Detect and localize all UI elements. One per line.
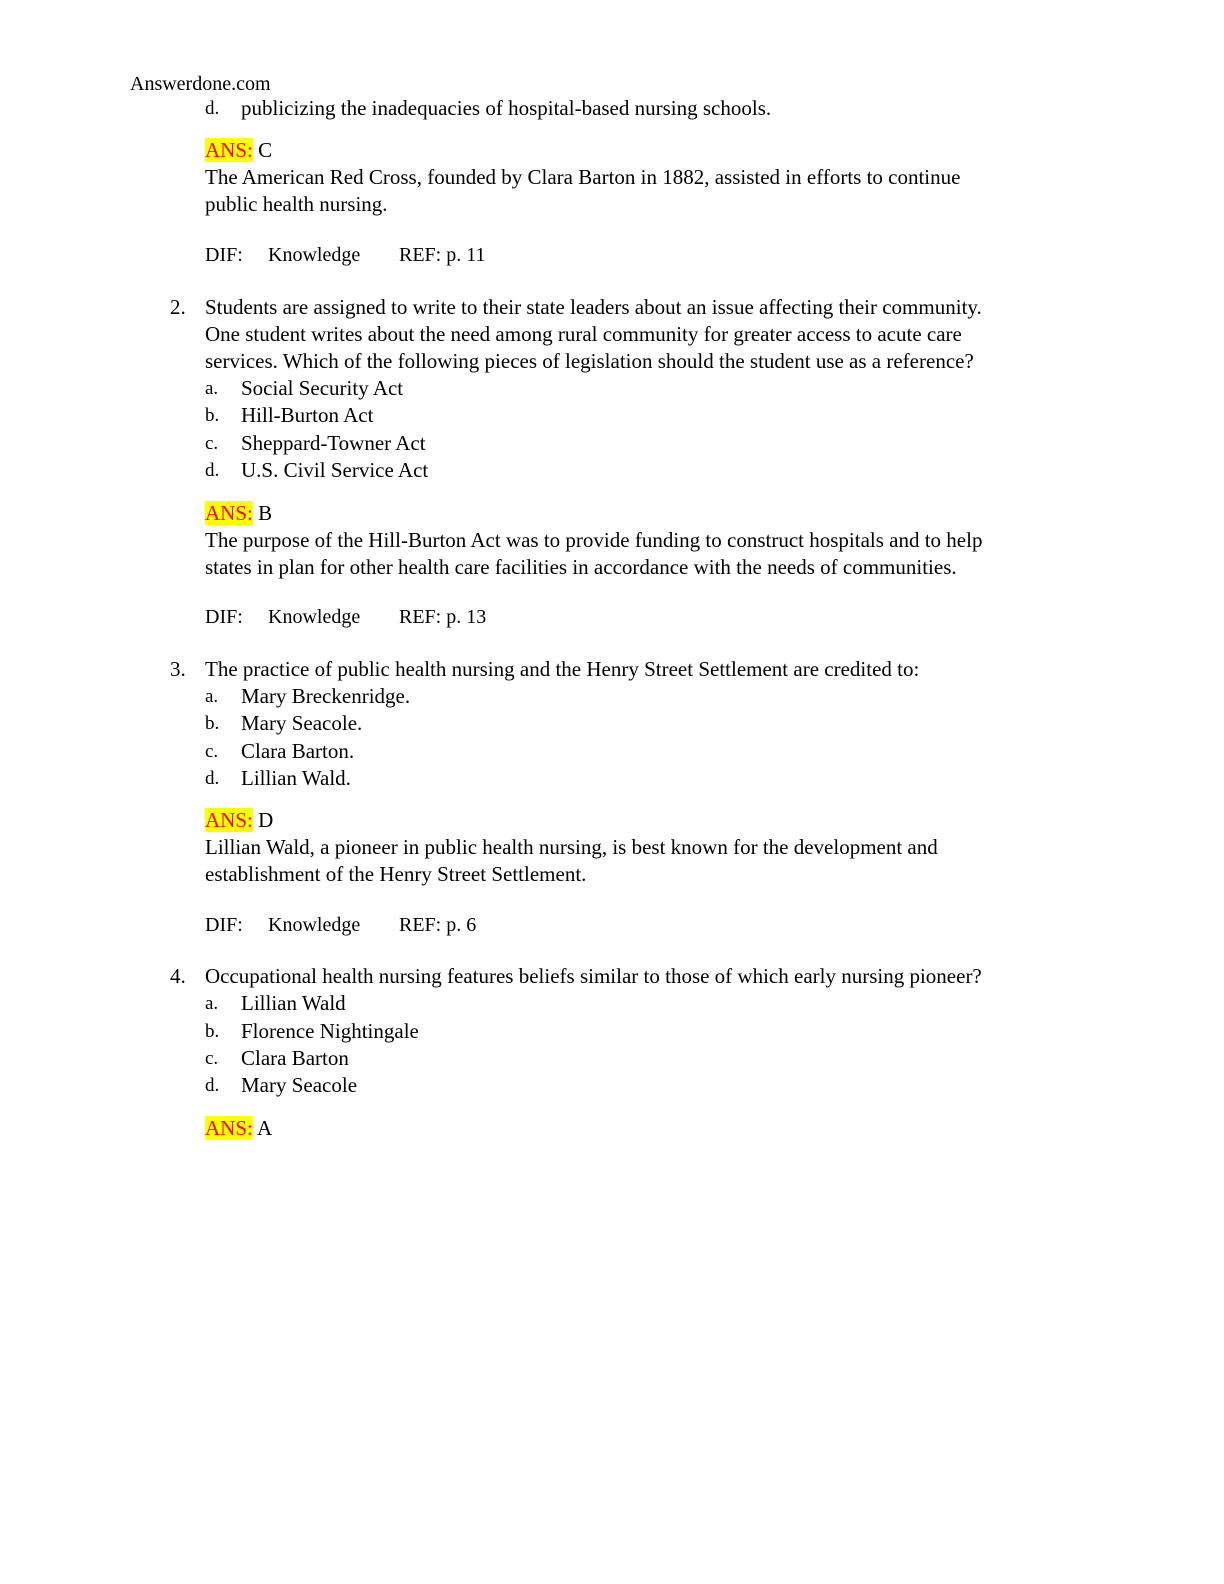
dif-label: DIF: — [205, 606, 243, 628]
question-number: 3. — [170, 657, 186, 681]
option-text: Mary Breckenridge. — [241, 684, 411, 708]
option-text: Clara Barton. — [241, 739, 355, 763]
answer-label: ANS: — [205, 138, 253, 162]
answer-value: C — [258, 138, 273, 162]
rationale-line: The American Red Cross, founded by Clara Barton in 1882, assisted in efforts to continue — [205, 165, 961, 189]
rationale-line: states in plan for other health care facilities in accordance with the needs of communities. — [205, 555, 957, 579]
ref-value: p. 11 — [446, 244, 486, 266]
answer-label: ANS: — [205, 1116, 253, 1140]
dif-value: Knowledge — [268, 244, 361, 266]
answer-line — [205, 137, 272, 164]
ref-line — [399, 606, 486, 629]
option-letter: d. — [205, 1075, 220, 1096]
option-text: Sheppard-Towner Act — [241, 431, 426, 455]
dif-value: Knowledge — [268, 606, 361, 628]
option-text: Florence Nightingale — [241, 1019, 419, 1043]
answer-value: A — [256, 1116, 273, 1140]
answer-line — [205, 500, 272, 527]
question-number: 2. — [170, 295, 186, 319]
rationale-line: public health nursing. — [205, 192, 388, 216]
question-stem-line: Occupational health nursing features beliefs similar to those of which early nursing pioneer? — [205, 964, 982, 988]
option-text: Mary Seacole — [241, 1073, 358, 1097]
ref-line — [399, 244, 486, 267]
question-stem-line: The practice of public health nursing and the Henry Street Settlement are credited to: — [205, 657, 920, 681]
site-header: Answerdone.com — [130, 73, 271, 95]
answer-value: B — [258, 501, 273, 525]
ref-value: p. 13 — [446, 606, 487, 628]
answer-value: D — [258, 808, 274, 832]
ref-label: REF: — [399, 914, 442, 936]
dif-label: DIF: — [205, 244, 243, 266]
option-letter: b. — [205, 713, 220, 734]
option-text: Lillian Wald — [241, 991, 346, 1015]
option-letter: c. — [205, 1048, 219, 1069]
question-number: 4. — [170, 964, 186, 988]
option-text: Clara Barton — [241, 1046, 349, 1070]
option-text: Hill-Burton Act — [241, 403, 374, 427]
rationale-line: establishment of the Henry Street Settlement. — [205, 862, 587, 886]
option-letter: b. — [205, 1021, 220, 1042]
rationale-line: Lillian Wald, a pioneer in public health nursing, is best known for the development and — [205, 835, 938, 859]
option-text: Lillian Wald. — [241, 766, 351, 790]
question-stem-line: Students are assigned to write to their state leaders about an issue affecting their community. — [205, 295, 982, 319]
option-text: Mary Seacole. — [241, 711, 363, 735]
dif-label: DIF: — [205, 914, 243, 936]
option-letter: d. — [205, 768, 220, 789]
answer-label: ANS: — [205, 501, 253, 525]
ref-value: p. 6 — [446, 914, 477, 936]
ref-label: REF: — [399, 244, 442, 266]
option-letter: a. — [205, 378, 219, 399]
option-letter: b. — [205, 405, 220, 426]
answer-line — [205, 807, 273, 834]
option-letter: a. — [205, 686, 219, 707]
ref-label: REF: — [399, 606, 442, 628]
question-stem-line: services. Which of the following pieces of legislation should the student use as a reference? — [205, 349, 974, 373]
option-letter: a. — [205, 993, 219, 1014]
option-letter: d. — [205, 98, 220, 119]
option-text: U.S. Civil Service Act — [241, 458, 429, 482]
option-text: publicizing the inadequacies of hospital-based nursing schools. — [241, 96, 772, 120]
option-text: Social Security Act — [241, 376, 404, 400]
question-stem-line: One student writes about the need among rural community for greater access to acute care — [205, 322, 962, 346]
answer-line — [205, 1115, 272, 1142]
dif-value: Knowledge — [268, 914, 361, 936]
option-letter: c. — [205, 741, 219, 762]
answer-label: ANS: — [205, 808, 253, 832]
ref-line — [399, 914, 476, 937]
rationale-line: The purpose of the Hill-Burton Act was to provide funding to construct hospitals and to help — [205, 528, 983, 552]
option-letter: c. — [205, 433, 219, 454]
option-letter: d. — [205, 460, 220, 481]
